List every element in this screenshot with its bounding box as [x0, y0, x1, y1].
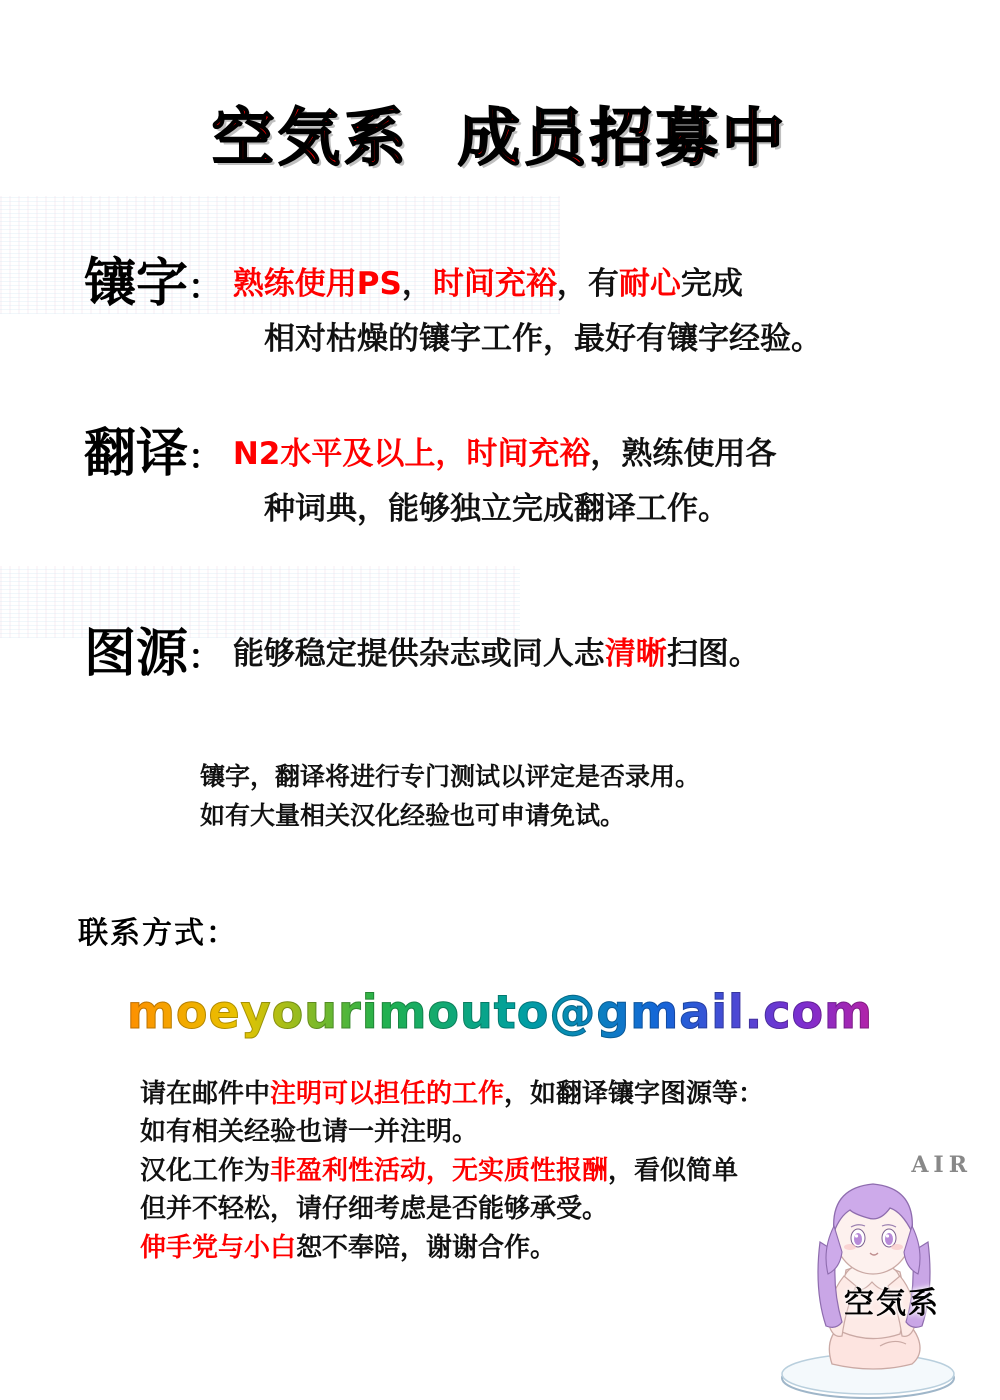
req-raw-supply: 能够稳定提供杂志或同人志	[232, 635, 605, 672]
sep-3: 完成	[680, 265, 743, 302]
section-body-translation-line2: 种词典，能够独立完成翻译工作。	[264, 491, 729, 527]
req-free-time: 时间充裕	[432, 265, 557, 302]
mascot-label: 空気系	[844, 1286, 940, 1321]
section-colon-typesetting: ：	[188, 267, 223, 308]
section-rawprovider	[84, 624, 934, 684]
section-body-typesetting	[222, 266, 743, 302]
footer-3-b: 非盈利性活动，无实质性报酬	[270, 1155, 609, 1186]
mascot-illustration	[760, 1150, 990, 1400]
air-watermark: AIR	[911, 1152, 972, 1178]
page-title	[0, 88, 1000, 177]
req-n2-level: N2水平及以上，	[232, 435, 467, 472]
footer-line-1	[140, 1075, 880, 1113]
title-recruit-text: 成员招募中	[458, 101, 789, 174]
footer-2-a: 如有相关经验也请一并注明。	[140, 1117, 479, 1148]
section-label-translation: 翻译	[84, 424, 189, 484]
footer-1-b: 注明可以担任的工作	[270, 1079, 505, 1109]
req-free-time-2: 时间充裕	[466, 435, 591, 472]
section-colon-translation: ：	[188, 437, 223, 478]
contact-heading: 联系方式：	[78, 916, 238, 951]
footer-5-b: 恕不奉陪，谢谢合作。	[296, 1232, 557, 1263]
footer-1-c: ，如翻译镶字图源等：	[504, 1079, 765, 1109]
footer-3-c: ，看似简单	[608, 1155, 739, 1186]
req-patience: 耐心	[618, 265, 681, 302]
req-dictionary: ，熟练使用各	[590, 435, 777, 472]
req-scan-suffix: 扫图。	[666, 635, 760, 672]
contact-email[interactable]: moeyourimouto@gmail.com	[0, 985, 1000, 1039]
test-note-line-1: 镶字，翻译将进行专门测试以评定是否录用。	[200, 762, 701, 791]
sep-1: ，	[401, 265, 433, 302]
section-body-translation	[222, 436, 776, 472]
section-body-rawprovider	[222, 636, 760, 672]
section-label-rawprovider: 图源	[84, 624, 189, 684]
section-translation	[84, 424, 934, 533]
section-typesetting	[84, 254, 934, 363]
sep-2: ，有	[556, 265, 619, 302]
section-colon-rawprovider: ：	[188, 637, 223, 678]
req-clear-scan: 清晰	[604, 635, 667, 672]
footer-line-2	[140, 1113, 880, 1151]
title-group-name: 空気系	[211, 101, 410, 174]
test-note-line-2: 如有大量相关汉化经验也可申请免试。	[200, 800, 626, 830]
footer-3-a: 汉化工作为	[140, 1155, 271, 1186]
footer-5-a: 伸手党与小白	[140, 1232, 297, 1263]
section-body-typesetting-line2: 相对枯燥的镶字工作，最好有镶字经验。	[264, 321, 822, 357]
section-label-typesetting: 镶字	[84, 254, 189, 314]
footer-4-a: 但并不轻松，请仔细考虑是否能够承受。	[140, 1194, 609, 1225]
test-note	[200, 758, 700, 836]
req-ps-skill: 熟练使用PS	[232, 265, 402, 302]
footer-1-a: 请在邮件中	[140, 1079, 271, 1109]
